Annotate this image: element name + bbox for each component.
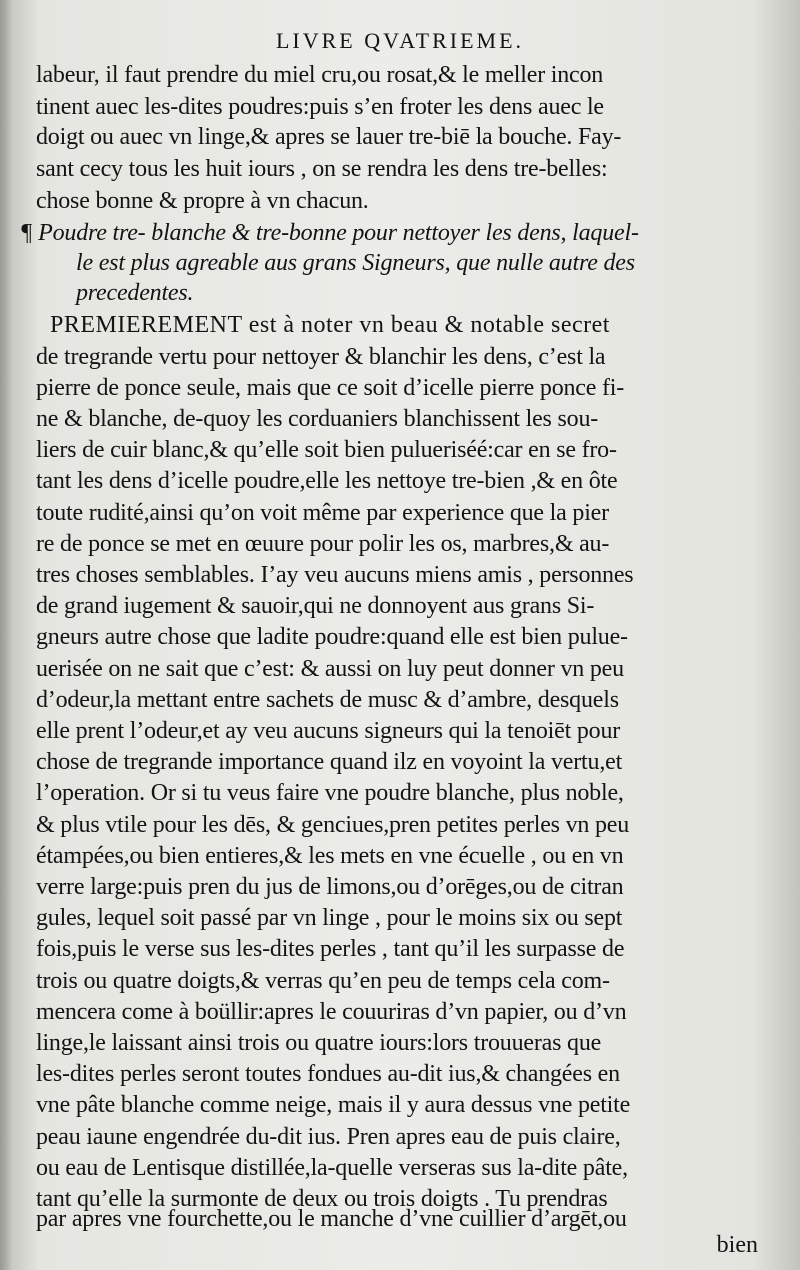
text-line: gneurs autre chose que ladite poudre:quand elle est bien pulue- <box>36 624 628 650</box>
text-line: re de ponce se met en œuure pour polir les os, marbres,& au- <box>36 531 610 557</box>
catchword: bien <box>716 1232 758 1258</box>
section-heading-line: ¶ Poudre tre- blanche & tre-bonne pour nettoyer les dens, laquel- <box>20 220 639 246</box>
text-line: ou eau de Lentisque distillée,la-quelle verseras sus la-dite pâte, <box>36 1155 628 1181</box>
text-line: trois ou quatre doigts,& verras qu’en peu de temps cela com- <box>36 968 610 994</box>
text-line: chose de tregrande importance quand ilz en voyoint la vertu,et <box>36 749 623 775</box>
text-line: fois,puis le verse sus les-dites perles , tant qu’il les surpasse de <box>36 936 625 962</box>
text-line: tant les dens d’icelle poudre,elle les nettoye tre-bien ,& en ôte <box>36 468 618 494</box>
text-line: labeur, il faut prendre du miel cru,ou rosat,& le meller incon <box>36 62 604 88</box>
text-line: étampées,ou bien entieres,& les mets en vne écuelle , ou en vn <box>36 843 624 869</box>
text-line: pierre de ponce seule, mais que ce soit d’icelle pierre ponce fi- <box>36 375 625 401</box>
text-line: liers de cuir blanc,& qu’elle soit bien pulueriséé:car en se fro- <box>36 437 617 463</box>
section-heading-line: precedentes. <box>76 280 194 306</box>
paragraph-opening: PREMIEREMENT est à noter vn beau & notable secret <box>50 312 610 338</box>
text-line: uerisée on ne sait que c’est: & aussi on luy peut donner vn peu <box>36 656 624 682</box>
text-line: tres choses semblables. I’ay veu aucuns miens amis , personnes <box>36 562 634 588</box>
text-line: doigt ou auec vn linge,& apres se lauer tre-biē la bouche. Fay- <box>36 124 622 150</box>
text-line: tinent auec les-dites poudres:puis s’en froter les dens auec le <box>36 94 604 120</box>
text-line: l’operation. Or si tu veus faire vne poudre blanche, plus noble, <box>36 780 624 806</box>
text-line: & plus vtile pour les dēs, & genciues,pren petites perles vn peu <box>36 812 630 838</box>
text-line: de grand iugement & sauoir,qui ne donnoyent aus grans Si- <box>36 593 595 619</box>
text-line: mencera come à boüllir:apres le couuriras d’vn papier, ou d’vn <box>36 999 627 1025</box>
text-line: chose bonne & propre à vn chacun. <box>36 188 369 214</box>
text-line: toute rudité,ainsi qu’on voit même par experience que la pier <box>36 500 609 526</box>
text-line: linge,le laissant ainsi trois ou quatre iours:lors trouueras que <box>36 1030 602 1056</box>
scan-shadow <box>0 0 12 1270</box>
text-line: ne & blanche, de-quoy les corduaniers blanchissent les sou- <box>36 406 599 432</box>
text-line: vne pâte blanche comme neige, mais il y aura dessus vne petite <box>36 1092 631 1118</box>
text-line: les-dites perles seront toutes fondues au-dit ius,& changées en <box>36 1061 620 1087</box>
running-head: LIVRE QVATRIEME. <box>275 28 525 53</box>
text-line: verre large:puis pren du jus de limons,ou d’orēges,ou de citran <box>36 874 624 900</box>
text-line: gules, lequel soit passé par vn linge , pour le moins six ou sept <box>36 905 623 931</box>
text-line: de tregrande vertu pour nettoyer & blanchir les dens, c’est la <box>36 344 606 370</box>
text-line: d’odeur,la mettant entre sachets de musc & d’ambre, desquels <box>36 687 619 713</box>
text-line: elle prent l’odeur,et ay veu aucuns signeurs qui la tenoiēt pour <box>36 718 621 744</box>
text-line: tant qu’elle la surmonte de deux ou trois doigts . Tu prendras <box>36 1186 608 1212</box>
text-line: par apres vne fourchette,ou le manche d’vne cuillier d’argēt,ou <box>36 1206 627 1232</box>
section-heading-line: le est plus agreable aus grans Signeurs, que nulle autre des <box>76 250 635 276</box>
text-line: peau iaune engendrée du-dit ius. Pren apres eau de puis claire, <box>36 1124 621 1150</box>
text-line: sant cecy tous les huit iours , on se rendra les dens tre-belles: <box>36 156 608 182</box>
